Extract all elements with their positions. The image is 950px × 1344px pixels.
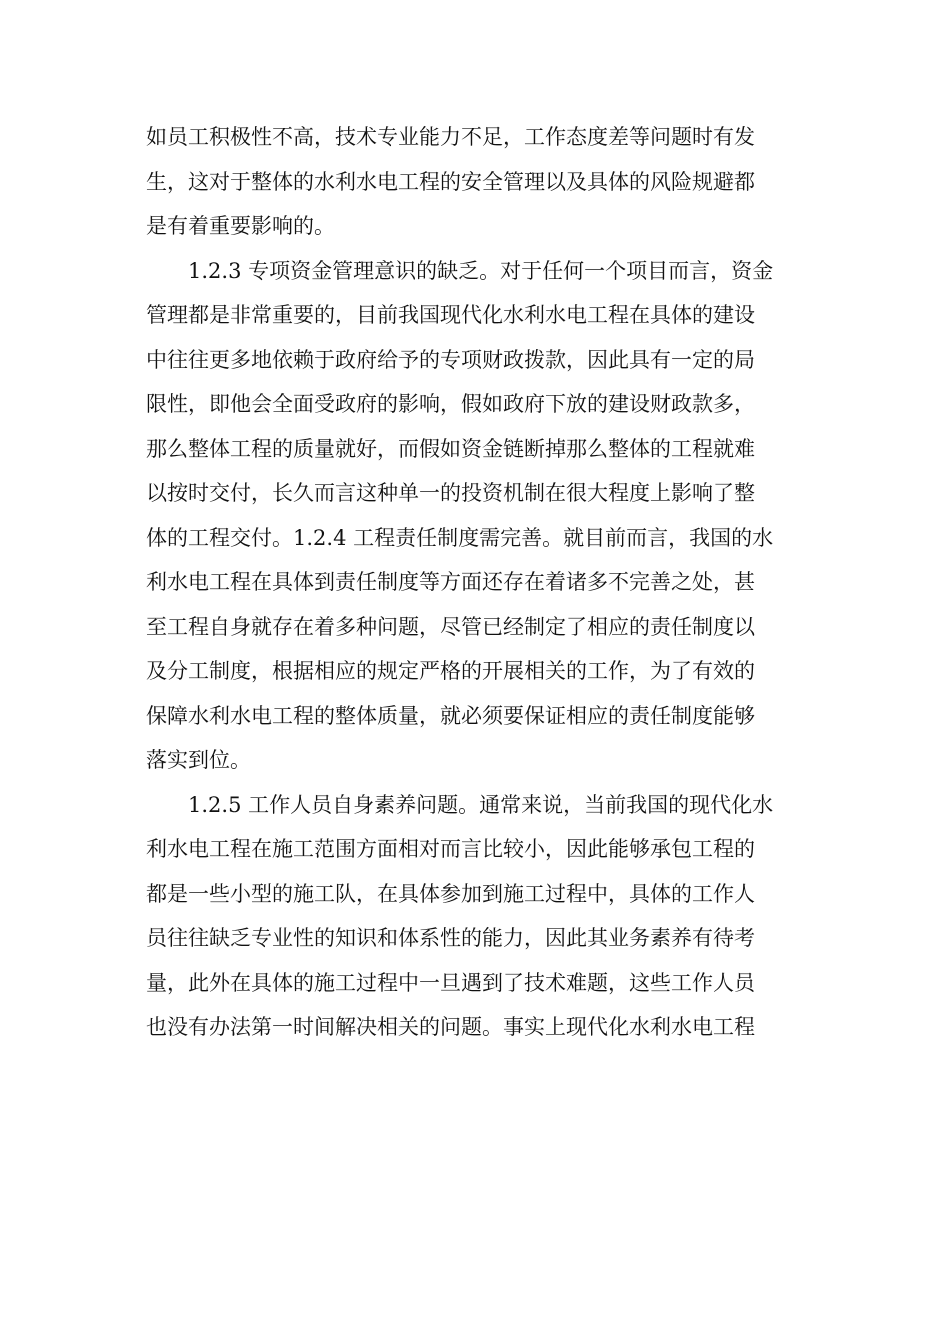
paragraph-3: [146, 783, 798, 1050]
text-line: 限性，即他会全面受政府的影响，假如政府下放的建设财政款多，: [146, 392, 755, 416]
text-line: 量，此外在具体的施工过程中一旦遇到了技术难题，这些工作人员: [146, 970, 755, 995]
text-line: 以按时交付，长久而言这种单一的投资机制在很大程度上影响了整: [146, 481, 755, 505]
text-line: 及分工制度，根据相应的规定严格的开展相关的工作，为了有效的: [146, 659, 755, 683]
text-line: 利水电工程在具体到责任制度等方面还存在着诸多不完善之处，甚: [146, 570, 755, 594]
body-text: [146, 115, 798, 1050]
text-line: 也没有办法第一时间解决相关的问题。事实上现代化水利水电工程: [146, 1015, 755, 1039]
text-line: 生，这对于整体的水利水电工程的安全管理以及具体的风险规避都: [146, 169, 755, 194]
text-line: 落实到位。: [146, 748, 251, 772]
text-line: 保障水利水电工程的整体质量，就必须要保证相应的责任制度能够: [146, 703, 755, 728]
text-line: 体的工程交付。1.2.4 工程责任制度需完善。就目前而言，我国的水: [146, 525, 774, 550]
text-line: 1.2.3 专项资金管理意识的缺乏。对于任何一个项目而言，资金: [188, 258, 774, 283]
text-line: 如员工积极性不高，技术专业能力不足，工作态度差等问题时有发: [146, 125, 755, 149]
text-line: 是有着重要影响的。: [146, 214, 335, 238]
text-line: 中往往更多地依赖于政府给予的专项财政拨款，因此具有一定的局: [146, 347, 755, 372]
text-line: 1.2.5 工作人员自身素养问题。通常来说，当前我国的现代化水: [188, 792, 774, 817]
text-line: 利水电工程在施工范围方面相对而言比较小，因此能够承包工程的: [146, 837, 755, 861]
text-line: 那么整体工程的质量就好，而假如资金链断掉那么整体的工程就难: [146, 436, 755, 461]
paragraph-1: [146, 115, 798, 249]
text-line: 管理都是非常重要的，目前我国现代化水利水电工程在具体的建设: [146, 303, 755, 327]
text-line: 都是一些小型的施工队，在具体参加到施工过程中，具体的工作人: [146, 881, 755, 906]
text-line: 至工程自身就存在着多种问题，尽管已经制定了相应的责任制度以: [146, 614, 755, 639]
paragraph-2: [146, 249, 798, 783]
text-line: 员往往缺乏专业性的知识和体系性的能力，因此其业务素养有待考: [146, 926, 755, 950]
